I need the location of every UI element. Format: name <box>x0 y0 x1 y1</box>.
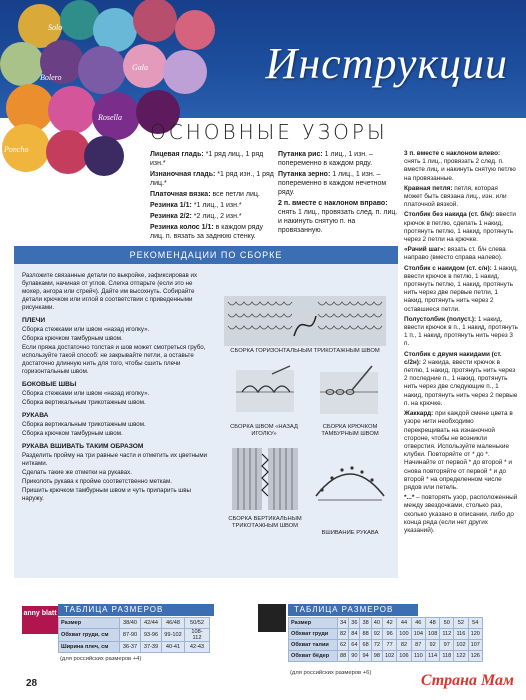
table-cell: 104 <box>411 629 425 640</box>
table-cell: 92 <box>371 629 382 640</box>
table-cell: 87-90 <box>120 629 141 642</box>
pattern-entry: Изнаночная гладь: *1 ряд изн., 1 ряд лиц.* <box>150 171 274 187</box>
size-table-2-title: ТАБЛИЦА РАЗМЕРОВ <box>288 604 418 616</box>
table-row <box>59 618 210 629</box>
table-cell: 94 <box>360 651 371 662</box>
instruction-line: Приколоть рукава к пройме соответственно меткам. <box>22 478 172 485</box>
subsection-title: ПЛЕЧИ <box>22 317 46 324</box>
table-cell: Обхват бёдер <box>289 651 338 662</box>
instruction-line: Сделать такие же отметки на рукавах. <box>22 469 132 476</box>
figure-caption: СБОРКА ВЕРТИКАЛЬНЫМ ТРИКОТАЖНЫМ ШВОМ <box>228 516 302 529</box>
vertical-seam-figure <box>228 444 302 514</box>
table-cell: 106 <box>397 651 411 662</box>
table-cell: 42 <box>382 618 396 629</box>
table-row <box>59 642 210 653</box>
pattern-entry: Жаккард: при каждой смене цвета в узоре нити необходимо перекрещивать на изнаночной стороне, чтобы не возникли отверстия. Используйте маленькие клубки. Повторяйте от * до *. Начинайте от первой * до второй * и снова повторяйте от первой * и до второй * на определенном числе рядов или петель. <box>404 410 513 491</box>
pattern-entry: 2 п. вместе с наклоном вправо: снять 1 лиц., провязать след. п. лиц. и накинуть снятую п. на провязанную. <box>278 200 398 234</box>
figure-caption: СБОРКА ГОРИЗОНТАЛЬНЫМ ТРИКОТАЖНЫМ ШВОМ <box>230 348 380 354</box>
table-cell: 110 <box>411 651 425 662</box>
table-cell: 50 <box>440 618 454 629</box>
table-cell: 38/40 <box>120 618 141 629</box>
pattern-entry: Резинка 1/1: *1 лиц., 1 изн.* <box>150 202 242 209</box>
instruction-line: Сборка вертикальным трикотажным швом. <box>22 399 146 406</box>
table-cell: 93-96 <box>141 629 162 642</box>
table-row <box>289 618 483 629</box>
yarn-label: Gala <box>132 63 148 72</box>
table-cell: 87 <box>411 640 425 651</box>
pattern-entry: Резинка колос 1/1: в каждом ряду лиц. п. вязать за заднюю стенку. <box>150 224 264 240</box>
pattern-entry: Столбик с накидом (ст. с/н): 1 накид, ввести крючок в петлю, 1 накид, протянуть петлю, 1 накид, протянуть нить через две первые петли, 1 накид, протянуть нить через 2 оставшиеся петли. <box>404 264 518 313</box>
patterns-column-2 <box>278 150 400 237</box>
table-cell: 54 <box>468 618 482 629</box>
table-cell: 112 <box>440 629 454 640</box>
table-cell: 46/48 <box>162 618 185 629</box>
pattern-entry: «Рачий шаг»: вязать ст. б/н слева направо (вместо справа налево). <box>404 246 506 262</box>
size-note: (для российских размеров +6) <box>290 670 372 676</box>
size-table-2 <box>288 617 483 662</box>
size-table-1-title: ТАБЛИЦА РАЗМЕРОВ <box>58 604 214 616</box>
table-cell: Размер <box>289 618 338 629</box>
table-cell: 114 <box>425 651 439 662</box>
table-cell: 126 <box>468 651 482 662</box>
pattern-entry: Лицевая гладь: *1 ряд лиц., 1 ряд изн.* <box>150 151 264 167</box>
table-cell: 100 <box>397 629 411 640</box>
patterns-column-1 <box>150 150 276 243</box>
table-cell: 64 <box>349 640 360 651</box>
table-cell: 46 <box>411 618 425 629</box>
recommendations-text <box>22 272 212 504</box>
table-row <box>59 629 210 642</box>
table-cell: 44 <box>397 618 411 629</box>
figure-caption: СБОРКА ШВОМ «НАЗАД ИГОЛКУ» <box>230 424 298 437</box>
sleeve-insertion-figure <box>310 446 390 514</box>
table-cell: 108-112 <box>185 629 210 642</box>
table-cell: 40 <box>371 618 382 629</box>
size-table-1 <box>58 617 210 653</box>
instruction-line: Сборка стежками или швом «назад иголку». <box>22 390 150 397</box>
table-cell: 36-37 <box>120 642 141 653</box>
brand-logo <box>258 604 286 632</box>
instruction-line: Сборка крючком тамбурным швом. <box>22 430 123 437</box>
table-cell: 42/44 <box>141 618 162 629</box>
yarn-label: Solo <box>48 23 63 32</box>
pattern-entry: Резинка 2/2: *2 лиц., 2 изн.* <box>150 213 242 220</box>
anny-blatt-logo: anny blatt <box>22 606 58 634</box>
pattern-entry: Путанка зерно: 1 лиц., 1 изн. – попеременно в каждом нечетном ряду. <box>278 171 387 196</box>
recommendations-heading: РЕКОМЕНДАЦИИ ПО СБОРКЕ <box>14 246 398 264</box>
table-cell: 102 <box>382 651 396 662</box>
table-cell: 88 <box>338 651 349 662</box>
subsection-title: РУКАВА <box>22 412 49 419</box>
figure-caption: ВШИВАНИЕ РУКАВА <box>321 530 379 536</box>
page-number: 28 <box>26 678 38 689</box>
pattern-entry: Столбик без накида (ст. б/н): ввести крючок в петлю, сделать 1 накид, протянуть петлю, 1 накид, протянуть через 2 петли на крючке. <box>404 211 517 244</box>
table-cell: 116 <box>454 629 468 640</box>
table-cell: 120 <box>468 629 482 640</box>
table-cell: 36 <box>349 618 360 629</box>
subsection-title: РУКАВА ВШИВАТЬ ТАКИМ ОБРАЗОМ <box>22 443 144 450</box>
table-cell: 62 <box>338 640 349 651</box>
yarn-label: Poncho <box>4 145 29 154</box>
backstitch-figure <box>232 362 298 422</box>
table-cell: 40-41 <box>162 642 185 653</box>
table-cell: 122 <box>454 651 468 662</box>
pattern-entry: 3 п. вместе с наклоном влево: снять 1 лиц., провязать 2 след. п. вместе лиц. и накинуть снятую петлю на провязанные. <box>404 150 516 182</box>
table-cell: 82 <box>338 629 349 640</box>
section-title: ОСНОВНЫЕ УЗОРЫ <box>150 120 388 144</box>
table-cell: 102 <box>454 640 468 651</box>
table-cell: 118 <box>440 651 454 662</box>
pattern-entry: Платочная вязка: все петли лиц. <box>150 191 260 198</box>
table-cell: Обхват груди, см <box>59 629 120 642</box>
table-cell: 52 <box>454 618 468 629</box>
table-cell: Обхват груди <box>289 629 338 640</box>
table-cell: 84 <box>349 629 360 640</box>
table-cell: 108 <box>425 629 439 640</box>
table-cell: 90 <box>349 651 360 662</box>
patterns-column-3 <box>404 150 518 537</box>
table-cell: 96 <box>382 629 396 640</box>
pattern-entry: Столбик с двумя накидами (ст. с/2н): 2 накида, ввести крючок в петлю, 1 накид, протянуть нить через 2 последние п., 1 накид, протянуть нить через две следующие п., 1 накид, протянуть нить через 2 первые п. на крючке. <box>404 350 518 407</box>
yarn-label: Bolero <box>40 73 62 82</box>
table-row <box>289 629 483 640</box>
table-cell: 88 <box>360 629 371 640</box>
table-cell: 77 <box>382 640 396 651</box>
table-cell: 107 <box>468 640 482 651</box>
table-cell: 48 <box>425 618 439 629</box>
crochet-seam-figure <box>316 362 382 422</box>
table-cell: 97 <box>440 640 454 651</box>
table-cell: Обхват талии <box>289 640 338 651</box>
instruction-line: Сборка крючком тамбурным швом. <box>22 335 123 342</box>
table-cell: 92 <box>425 640 439 651</box>
table-cell: 34 <box>338 618 349 629</box>
pattern-entry: Путанка рис: 1 лиц., 1 изн. – попеременно в каждом ряду. <box>278 151 373 167</box>
pattern-entry: *...* – повторять узор, расположенный между звездочками, столько раз, сколько указано в описании, либо до конца ряда (если нет других указаний). <box>404 494 518 534</box>
page-title: Инструкции <box>265 39 508 88</box>
watermark-logo: Страна Мам <box>420 672 514 689</box>
table-cell: 82 <box>397 640 411 651</box>
table-cell: 38 <box>360 618 371 629</box>
instruction-line: Сборка вертикальным трикотажным швом. <box>22 421 146 428</box>
table-row <box>289 651 483 662</box>
table-cell: 50/52 <box>185 618 210 629</box>
intro-text: Разложите связанные детали по выкройке, зафиксировав их булавками, начиная от углов. Слегка отпарьте (если это не мохер, ангора или стрейч). Дайте им высохнуть. Собирайте детали крючком или иглой в соответствии с приведенными рисунками. <box>22 272 198 311</box>
table-row <box>289 640 483 651</box>
horizontal-seam-figure <box>224 296 386 346</box>
table-cell: 42-43 <box>185 642 210 653</box>
pattern-entry: Полустолбик (полуст.): 1 накид, ввести крючок в п., 1 накид, протянуть 1 п., 1 накид, протянуть нить через 3 п. <box>404 315 519 348</box>
table-cell: 68 <box>360 640 371 651</box>
instruction-line: Пришить крючком тамбурным швом и чуть припарить швы наружу. <box>22 487 191 502</box>
table-cell: 72 <box>371 640 382 651</box>
pattern-entry: Кравная петля: петля, которая может быть связана лиц., изн. или платочной вязкой. <box>404 184 507 209</box>
instruction-line: Сборка стежками или швом «назад иголку». <box>22 326 150 333</box>
size-note: (для российских размеров +4) <box>60 656 142 662</box>
table-cell: 98 <box>371 651 382 662</box>
instruction-line: Если пряжа достаточно толстая и шов может смотреться грубо, используйте такой способ: не закрывайте петли, а оставьте достаточно длинную нить для того, чтобы сшить плечи горизонтальным швом. <box>22 344 206 375</box>
table-cell: Размер <box>59 618 120 629</box>
figure-caption: СБОРКА КРЮЧКОМ ТАМБУРНЫМ ШВОМ <box>321 424 379 437</box>
instruction-line: Разделить пройму на три равные части и отметить их цветными нитками. <box>22 452 208 467</box>
subsection-title: БОКОВЫЕ ШВЫ <box>22 381 77 388</box>
table-cell: 37-39 <box>141 642 162 653</box>
table-cell: Ширина плеч, см <box>59 642 120 653</box>
yarn-label: Rosella <box>98 113 122 122</box>
table-cell: 99-102 <box>162 629 185 642</box>
